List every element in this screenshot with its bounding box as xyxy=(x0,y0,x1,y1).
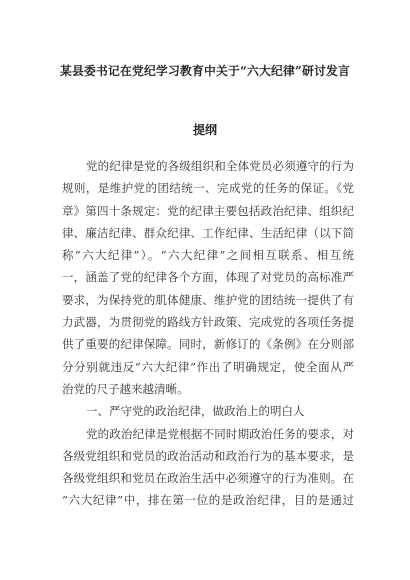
document-body xyxy=(62,155,354,512)
body-line: 供了重要的纪律保障。同时，新修订的《条例》在分则部 xyxy=(62,337,354,352)
body-line: 律、廉洁纪律、群众纪律、工作纪律、生活纪律（以下简 xyxy=(62,225,354,240)
body-line: 治党的尺子越来越清晰。 xyxy=(62,381,189,396)
body-line: 一，涵盖了党的纪律各个方面，体现了对党员的高标准严 xyxy=(62,270,354,285)
document-title: 某县委书记在党纪学习教育中关于“六大纪律”研讨发言 xyxy=(60,64,350,78)
body-line: 分分别就违反“六大纪律”作出了明确规定，使全面从严 xyxy=(62,359,354,374)
body-line: 章》第四十条规定：党的纪律主要包括政治纪律、组织纪 xyxy=(62,203,354,218)
document-subtitle: 提纲 xyxy=(192,123,217,137)
body-line: 规则，是维护党的团结统一、完成党的任务的保证。《党 xyxy=(62,181,354,196)
body-line: 力武器，为贯彻党的路线方针政策、完成党的各项任务提 xyxy=(62,315,354,330)
body-line: 要求，为保持党的肌体健康、维护党的团结统一提供了有 xyxy=(62,292,354,307)
body-line: 各级党组织和党员的政治活动和政治行为的基本要求，是 xyxy=(62,448,354,463)
body-line: 党的政治纪律是党根据不同时期政治任务的要求，对 xyxy=(86,426,354,441)
body-line: “六大纪律”中，排在第一位的是政治纪律，目的是通过 xyxy=(62,493,354,508)
body-line: 称“六大纪律”）。“六大纪律”之间相互联系、相互统 xyxy=(62,248,354,263)
section-heading: 一、严守党的政治纪律，做政治上的明白人 xyxy=(86,404,305,419)
body-line: 党的纪律是党的各级组织和全体党员必须遵守的行为 xyxy=(86,159,354,173)
body-line: 各级党组织和党员在政治生活中必须遵守的行为准则。在 xyxy=(62,471,354,486)
